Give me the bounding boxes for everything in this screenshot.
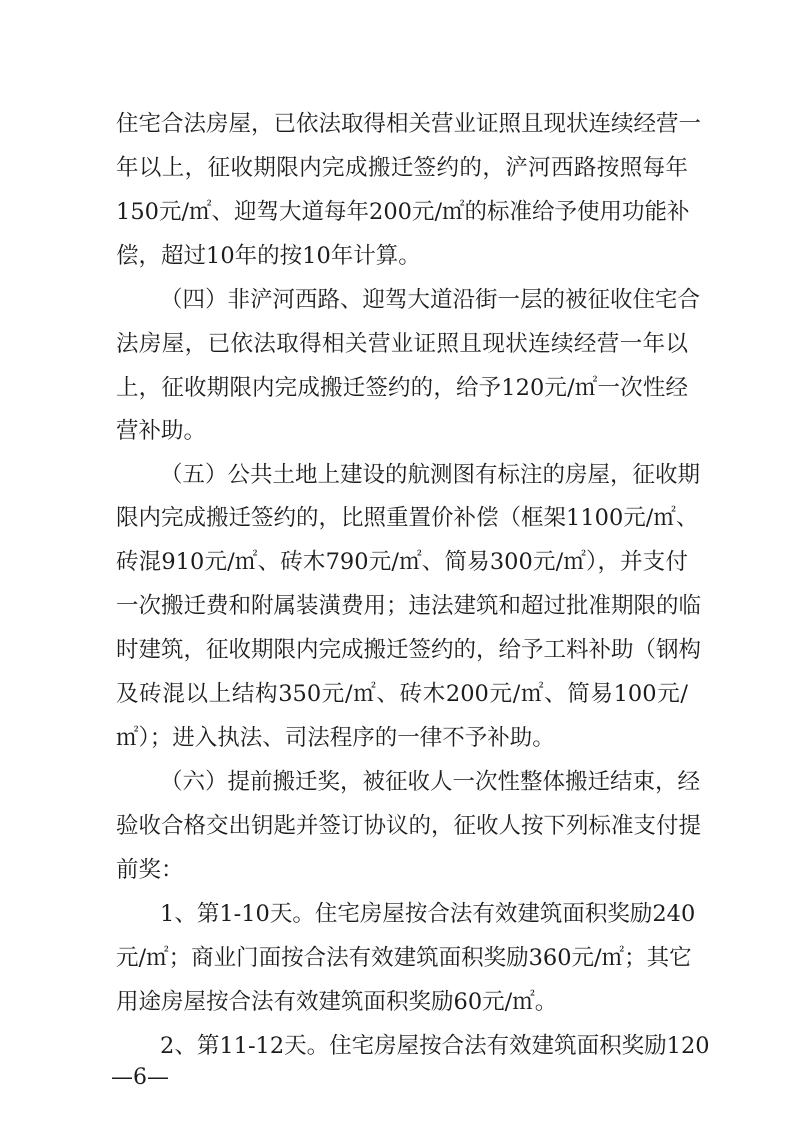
paragraph-first-line: （五）公共土地上建设的航测图有标注的房屋，征收期 xyxy=(160,462,701,488)
text-line: 前奖： xyxy=(116,857,184,883)
page-number: —6— xyxy=(111,1065,169,1090)
text-line: 元/㎡；商业门面按合法有效建筑面积奖励360元/㎡；其它 xyxy=(116,945,692,971)
text-line: 住宅合法房屋，已依法取得相关营业证照且现状连续经营一 xyxy=(116,111,702,137)
text-line: 限内完成搬迁签约的，比照重置价补偿（框架1100元/㎡、 xyxy=(116,505,699,531)
text-line: 营补助。 xyxy=(116,418,207,444)
text-line: 150元/㎡、迎驾大道每年200元/㎡的标准给予使用功能补 xyxy=(116,199,690,225)
paragraph-first-line: （四）非浐河西路、迎驾大道沿街一层的被征收住宅合 xyxy=(160,287,701,313)
text-line: 偿，超过10年的按10年计算。 xyxy=(116,243,421,269)
text-line: 上，征收期限内完成搬迁签约的，给予120元/㎡一次性经 xyxy=(116,375,688,401)
text-line: 法房屋，已依法取得相关营业证照且现状连续经营一年以 xyxy=(116,331,688,357)
text-line: 验收合格交出钥匙并签订协议的，征收人按下列标准支付提 xyxy=(116,813,702,839)
text-line: 砖混910元/㎡、砖木790元/㎡、简易300元/㎡），并支付 xyxy=(116,549,688,575)
text-line: 年以上，征收期限内完成搬迁签约的，浐河西路按照每年 xyxy=(116,155,688,181)
list-item-first-line: 1、第1-10天。住宅房屋按合法有效建筑面积奖励240 xyxy=(160,901,696,927)
text-line: ㎡）；进入执法、司法程序的一律不予补助。 xyxy=(116,725,555,751)
text-line: 及砖混以上结构350元/㎡、砖木200元/㎡、简易100元/ xyxy=(116,681,688,707)
paragraph-first-line: （六）提前搬迁奖，被征收人一次性整体搬迁结束，经 xyxy=(160,769,701,795)
text-line: 一次搬迁费和附属装潢费用；违法建筑和超过批准期限的临 xyxy=(116,593,702,619)
text-line: 用途房屋按合法有效建筑面积奖励60元/㎡。 xyxy=(116,989,558,1015)
text-line: 时建筑，征收期限内完成搬迁签约的，给予工料补助（钢构 xyxy=(116,637,702,663)
list-item-first-line: 2、第11-12天。住宅房屋按合法有效建筑面积奖励120 xyxy=(160,1033,710,1059)
